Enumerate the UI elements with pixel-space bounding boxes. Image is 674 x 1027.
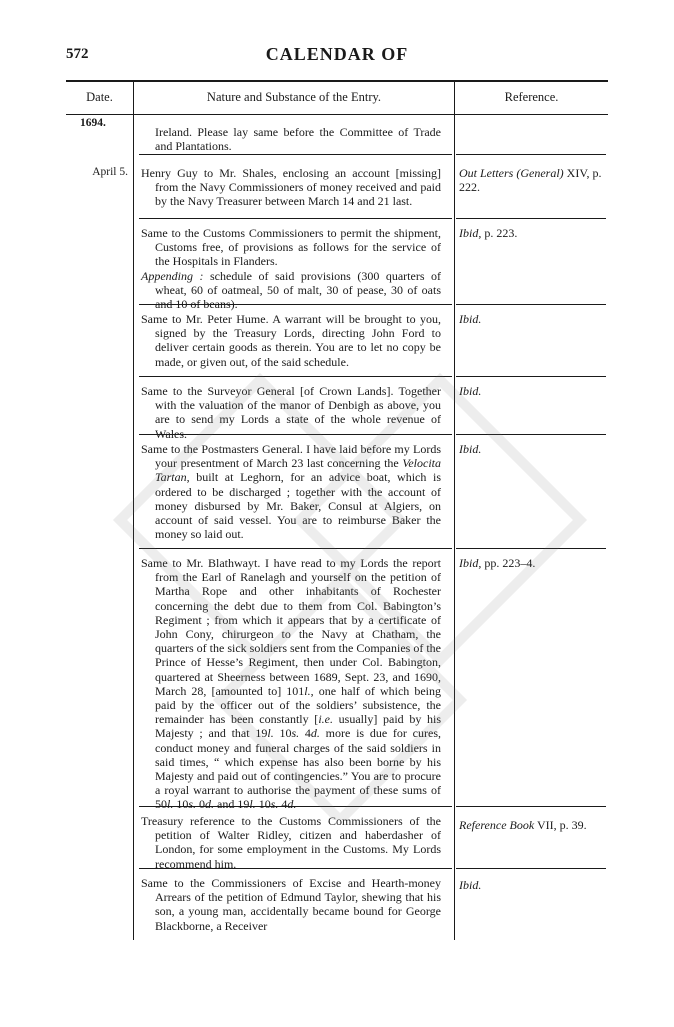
entry-separator xyxy=(139,868,452,870)
reference-separator xyxy=(456,868,606,870)
entry-separator xyxy=(139,376,452,378)
column-header-nature: Nature and Substance of the Entry. xyxy=(206,90,382,104)
entry-reference xyxy=(459,442,609,456)
entry-reference xyxy=(459,818,609,832)
appending-text: schedule of said provisions (300 quarters of wheat, 60 of oatmeal, 50 of malt, 30 of pease, 30 of oats and 10 of beans). xyxy=(155,268,441,312)
entry-text: Ireland. Please lay same before the Committee of Trade and Plantations. xyxy=(155,125,441,154)
reference-separator xyxy=(456,154,606,156)
reference-separator xyxy=(456,218,606,220)
column-header-reference: Reference. xyxy=(504,90,559,104)
entry-separator xyxy=(139,434,452,436)
entry-date: 1694. xyxy=(80,117,106,129)
reference-separator xyxy=(456,376,606,378)
entry-separator xyxy=(139,304,452,306)
entry-text: Same to the Surveyor General [of Crown Lands]. Together with the valuation of the manor of Denbigh as above, you are to send my Lords a state of the whole revenue of Wales. xyxy=(141,384,441,441)
entry-reference xyxy=(459,226,609,240)
reference-location: pp. 223–4. xyxy=(481,556,536,570)
entry-reference xyxy=(459,166,609,194)
reference-separator xyxy=(456,806,606,808)
reference-source: Ibid. xyxy=(459,878,482,892)
reference-source: Out Letters (General) xyxy=(459,166,564,180)
reference-source: Ibid, xyxy=(459,556,482,570)
table-top-rule xyxy=(66,80,608,82)
column-header-date: Date. xyxy=(86,90,113,104)
entry-reference xyxy=(459,878,609,892)
entry-text: Same to Mr. Peter Hume. A warrant will be brought to you, signed by the Treasury Lords, directing John Ford to deliver certain goods as therein. You are to let no copy be made, or given out, of the said schedule. xyxy=(141,312,441,369)
reference-source: Ibid. xyxy=(459,442,482,456)
entry-separator xyxy=(139,154,452,156)
entry-separator xyxy=(139,548,452,550)
entry-text: Same to the Postmasters General. I have laid before my Lords your presentment of March 23 last concerning the Velocita Tartan, built at Leghorn, for an advice boat, which is ordered to be discharged ; together with the account of money disbursed by Mr. Baker, Consul at Algiers, on account of said vessel. You are to reimburse Baker the money so laid out. xyxy=(141,442,441,542)
entry-reference xyxy=(459,556,609,570)
column-divider-right xyxy=(454,80,455,940)
reference-location: p. 223. xyxy=(481,226,518,240)
reference-source: Reference Book xyxy=(459,818,535,832)
column-divider-left xyxy=(133,80,134,940)
entry-text: Same to the Customs Commissioners to permit the shipment, Customs free, of provisions as follows for the service of the Hospitals in Flanders. Appending : schedule of said provisions (300 quarters of wheat, 60 of oatmeal, 50 of malt, 30 of pease, 30 of oats and 10 of beans). xyxy=(141,226,441,312)
entry-separator xyxy=(139,218,452,220)
reference-source: Ibid, xyxy=(459,226,482,240)
reference-separator xyxy=(456,304,606,306)
entry-text: Same to the Commissioners of Excise and Hearth-money Arrears of the petition of Edmund Taylor, shewing that his son, a young man, accidentally became bound for George Blackborne, a Receiver xyxy=(141,876,441,933)
reference-location: XIV, p. 222. xyxy=(459,166,602,195)
entry-separator xyxy=(139,806,452,808)
reference-source: Ibid. xyxy=(459,384,482,398)
reference-separator xyxy=(456,434,606,436)
entry-text: Same to Mr. Blathwayt. I have read to my Lords the report from the Earl of Ranelagh and yourself on the petition of Martha Rope and other inhabitants of Rochester concerning the debt due to them from Col. Babington’s Regiment ; from which it appears that by a certificate of John Cony, chirurgeon to the Navy at Chatham, the quarters of the sick soldiers sent from the Companies of the Prince of Hesse’s Regiment, then under Col. Babington, quartered at Sheerness between 1689, Sept. 23, and 1690, March 28, [amounted to] 101l., one half of which being paid by the officer out of the soldiers’ subsistence, the remainder has been constantly [i.e. usually] paid by his Majesty ; and that 19l. 10s. 4d. more is due for cures, conduct money and funeral charges of the said soldiers in said times, “ which expense has also been borne by his Majesty and paid out of contingencies.” You are to procure a royal warrant to authorise the payment of these sums of 50l. 10s. 0d. and 19l. 10s. 4d. xyxy=(141,556,442,812)
entry-text: Henry Guy to Mr. Shales, enclosing an account [missing] from the Navy Commissioners of money received and paid by the Navy Treasurer between March 14 and 21 last. xyxy=(141,166,441,209)
entry-date: April 5. xyxy=(92,166,128,178)
reference-location: VII, p. 39. xyxy=(534,818,587,832)
running-title: CALENDAR OF xyxy=(265,44,409,64)
entry-reference xyxy=(459,312,609,326)
table-header-rule xyxy=(66,114,608,115)
vessel-name: Velocita Tartan xyxy=(155,456,441,485)
appending-label: Appending : xyxy=(141,268,204,283)
reference-source: Ibid. xyxy=(459,312,482,326)
reference-separator xyxy=(456,548,606,550)
entry-text: Treasury reference to the Customs Commissioners of the petition of Walter Ridley, citizen and haberdasher of London, for some employment in the Customs. My Lords recommend him. xyxy=(141,814,441,871)
entry-reference xyxy=(459,384,609,398)
page-number: 572 xyxy=(66,46,89,62)
